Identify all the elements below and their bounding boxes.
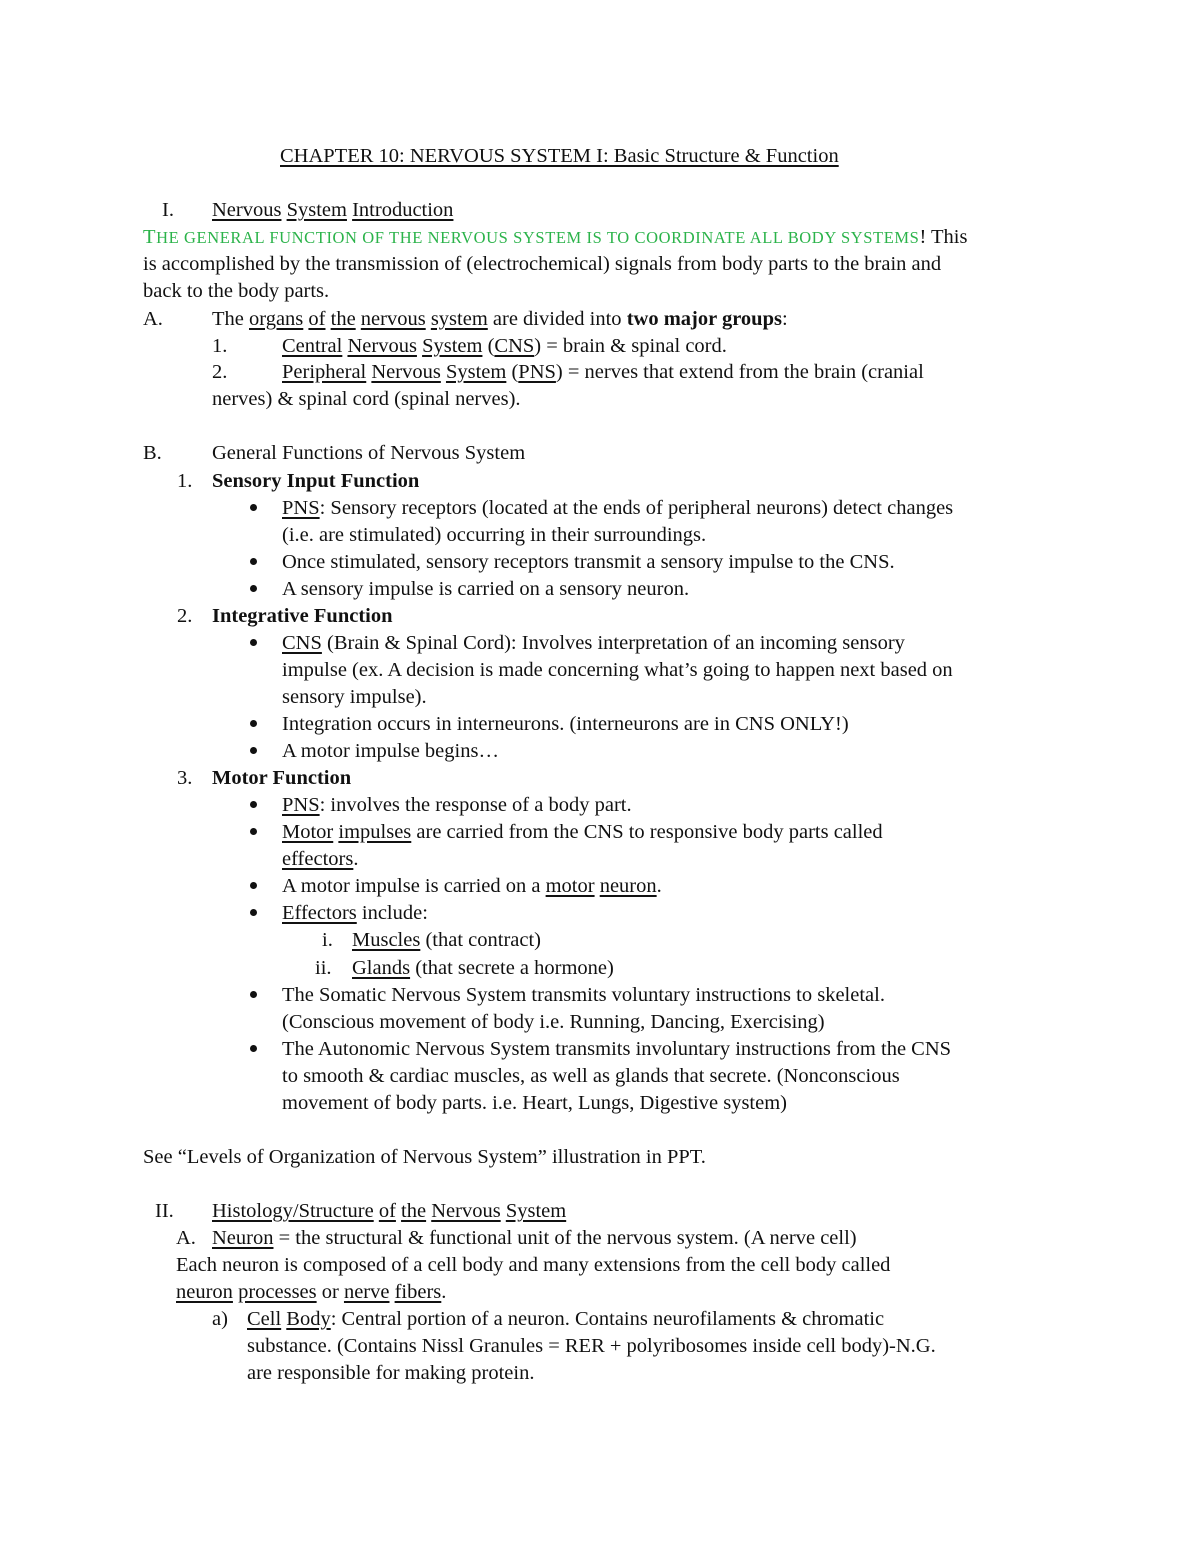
bullet-item	[282, 819, 883, 846]
section-heading	[212, 197, 453, 224]
text: ) = brain & spinal cord.	[534, 335, 727, 357]
bullet-item: Once stimulated, sensory receptors transmit a sensory impulse to the CNS.	[282, 551, 895, 573]
list-item	[282, 359, 924, 386]
underlined-word: PNS	[282, 497, 320, 519]
text: = the structural & functional unit of the nervous system. (A nerve cell)	[273, 1227, 857, 1249]
bullet-icon	[250, 991, 257, 998]
paragraph-line: back to the body parts.	[143, 280, 330, 302]
underlined-word: PNS	[282, 794, 320, 816]
text: are carried from the CNS to responsive body parts called	[411, 821, 883, 843]
paragraph-line: is accomplished by the transmission of (electrochemical) signals from body parts to the brain and	[143, 253, 942, 275]
heading-word: the	[401, 1200, 427, 1222]
heading-word: Introduction	[352, 199, 454, 221]
underlined-word: processes	[238, 1281, 317, 1303]
bullet-icon	[250, 882, 257, 889]
text: : Sensory receptors (located at the ends of peripheral neurons) detect changes	[319, 497, 954, 519]
text: .	[353, 848, 359, 870]
item-letter: a)	[212, 1308, 228, 1330]
bold-text: two major groups	[626, 308, 782, 330]
intro-cap: T	[143, 226, 157, 248]
underlined-word: effectors	[282, 848, 354, 870]
underlined-word: Cell	[247, 1308, 282, 1330]
underlined-word: System	[422, 335, 483, 357]
underlined-word: Body	[286, 1308, 331, 1330]
bullet-icon	[250, 801, 257, 808]
text: : involves the response of a body part.	[319, 794, 632, 816]
bullet-item: Integration occurs in interneurons. (interneurons are in CNS ONLY!)	[282, 713, 849, 735]
bullet-icon	[250, 1045, 257, 1052]
text: ) = nerves that extend from the brain (cranial	[555, 361, 924, 383]
bullet-icon	[250, 558, 257, 565]
bullet-item: A motor impulse begins…	[282, 740, 499, 762]
underlined-word: Central	[282, 335, 343, 357]
item-letter: A.	[176, 1227, 196, 1249]
section-heading	[212, 1198, 566, 1225]
item-number: 1.	[212, 335, 228, 357]
bullet-icon	[250, 504, 257, 511]
bullet-item	[282, 495, 953, 522]
sub-item	[352, 955, 614, 982]
sub-item	[352, 927, 541, 954]
underlined-word: Neuron	[212, 1227, 274, 1249]
heading-word: Histology/Structure	[212, 1200, 374, 1222]
item-number: 2.	[212, 361, 228, 383]
underlined-word: Nervous	[371, 361, 441, 383]
reference-note: See “Levels of Organization of Nervous System” illustration in PPT.	[143, 1146, 706, 1168]
text: : Central portion of a neuron. Contains neurofilaments & chromatic	[330, 1308, 885, 1330]
heading-word: Nervous	[431, 1200, 501, 1222]
underlined-word: Effectors	[282, 902, 357, 924]
item-letter: A.	[143, 308, 163, 330]
text: .	[441, 1281, 447, 1303]
bullet-item: A sensory impulse is carried on a sensory neuron.	[282, 578, 690, 600]
heading-word: Nervous	[212, 199, 282, 221]
bullet-icon	[250, 585, 257, 592]
text: or	[316, 1281, 344, 1303]
paragraph-line: are responsible for making protein.	[247, 1362, 535, 1384]
underlined-word: Motor	[282, 821, 334, 843]
text: are divided into	[487, 308, 627, 330]
underlined-word: motor	[545, 875, 595, 897]
paragraph-line	[282, 846, 358, 873]
paragraph-line: sensory impulse).	[282, 686, 427, 708]
function-title: Motor Function	[212, 767, 352, 789]
bullet-item	[282, 792, 632, 819]
underlined-word: neuron	[599, 875, 657, 897]
roman-number: i.	[322, 929, 333, 951]
underlined-word: organs	[249, 308, 304, 330]
underlined-word: of	[308, 308, 326, 330]
bullet-icon	[250, 720, 257, 727]
bullet-icon	[250, 747, 257, 754]
intro-line	[143, 224, 967, 251]
list-item	[282, 333, 727, 360]
bullet-item: The Autonomic Nervous System transmits involuntary instructions from the CNS	[282, 1038, 952, 1060]
list-item	[212, 306, 788, 333]
roman-number: ii.	[315, 957, 332, 979]
text: (Brain & Spinal Cord): Involves interpretation of an incoming sensory	[321, 632, 905, 654]
bullet-icon	[250, 639, 257, 646]
bullet-item: The Somatic Nervous System transmits voluntary instructions to skeletal.	[282, 984, 885, 1006]
underlined-word: Glands	[352, 957, 411, 979]
underlined-word: PNS	[518, 361, 556, 383]
bullet-icon	[250, 909, 257, 916]
underlined-word: Peripheral	[282, 361, 367, 383]
text: The	[212, 308, 249, 330]
item-number: 2.	[177, 605, 193, 627]
paragraph-line: nerves) & spinal cord (spinal nerves).	[212, 388, 521, 410]
page-title: CHAPTER 10: NERVOUS SYSTEM I: Basic Structure & Function	[280, 145, 839, 167]
item-number: 1.	[177, 470, 193, 492]
text: (that secrete a hormone)	[410, 957, 614, 979]
list-item: General Functions of Nervous System	[212, 442, 526, 464]
text: :	[781, 308, 788, 330]
text: A motor impulse is carried on a	[282, 875, 546, 897]
heading-word: System	[286, 199, 347, 221]
underlined-word: Nervous	[347, 335, 417, 357]
paragraph-line: movement of body parts. i.e. Heart, Lungs, Digestive system)	[282, 1092, 787, 1114]
bullet-item	[282, 873, 662, 900]
underlined-word: System	[445, 361, 507, 383]
text: (that contract)	[420, 929, 541, 951]
list-item	[247, 1306, 884, 1333]
text: .	[656, 875, 662, 897]
bullet-item	[282, 900, 428, 927]
paragraph-line: (i.e. are stimulated) occurring in their surroundings.	[282, 524, 707, 546]
underlined-word: impulses	[338, 821, 412, 843]
heading-word: of	[378, 1200, 396, 1222]
intro-rest: ! This	[919, 226, 968, 248]
underlined-word: neuron	[176, 1281, 233, 1303]
section-number: II.	[155, 1200, 174, 1222]
underlined-word: CNS	[494, 335, 535, 357]
underlined-word: system	[430, 308, 488, 330]
item-number: 3.	[177, 767, 193, 789]
underlined-word: nerve	[343, 1281, 390, 1303]
intro-emphasis	[143, 228, 919, 247]
underlined-word: CNS	[282, 632, 322, 654]
paragraph-line: Each neuron is composed of a cell body and many extensions from the cell body called	[176, 1254, 891, 1276]
function-title: Sensory Input Function	[212, 470, 420, 492]
bullet-item	[282, 630, 905, 657]
bullet-icon	[250, 828, 257, 835]
paragraph-line: to smooth & cardiac muscles, as well as glands that secrete. (Nonconscious	[282, 1065, 900, 1087]
paragraph-line: impulse (ex. A decision is made concerning what’s going to happen next based on	[282, 659, 953, 681]
list-item	[212, 1225, 857, 1252]
underlined-word: Muscles	[352, 929, 421, 951]
intro-caps: HE GENERAL FUNCTION OF THE NERVOUS SYSTEM IS TO COORDINATE ALL BODY SYSTEMS	[156, 228, 920, 247]
underlined-word: fibers	[394, 1281, 442, 1303]
item-letter: B.	[143, 442, 162, 464]
paragraph-line: substance. (Contains Nissl Granules = RER + polyribosomes inside cell body)-N.G.	[247, 1335, 936, 1357]
paragraph-line: (Conscious movement of body i.e. Running, Dancing, Exercising)	[282, 1011, 825, 1033]
section-number: I.	[162, 199, 174, 221]
heading-word: System	[505, 1200, 567, 1222]
text: include:	[356, 902, 428, 924]
paragraph-line	[176, 1279, 446, 1306]
underlined-word: the	[330, 308, 356, 330]
text: (	[506, 361, 519, 383]
function-title: Integrative Function	[212, 605, 393, 627]
underlined-word: nervous	[360, 308, 426, 330]
text: (	[482, 335, 495, 357]
